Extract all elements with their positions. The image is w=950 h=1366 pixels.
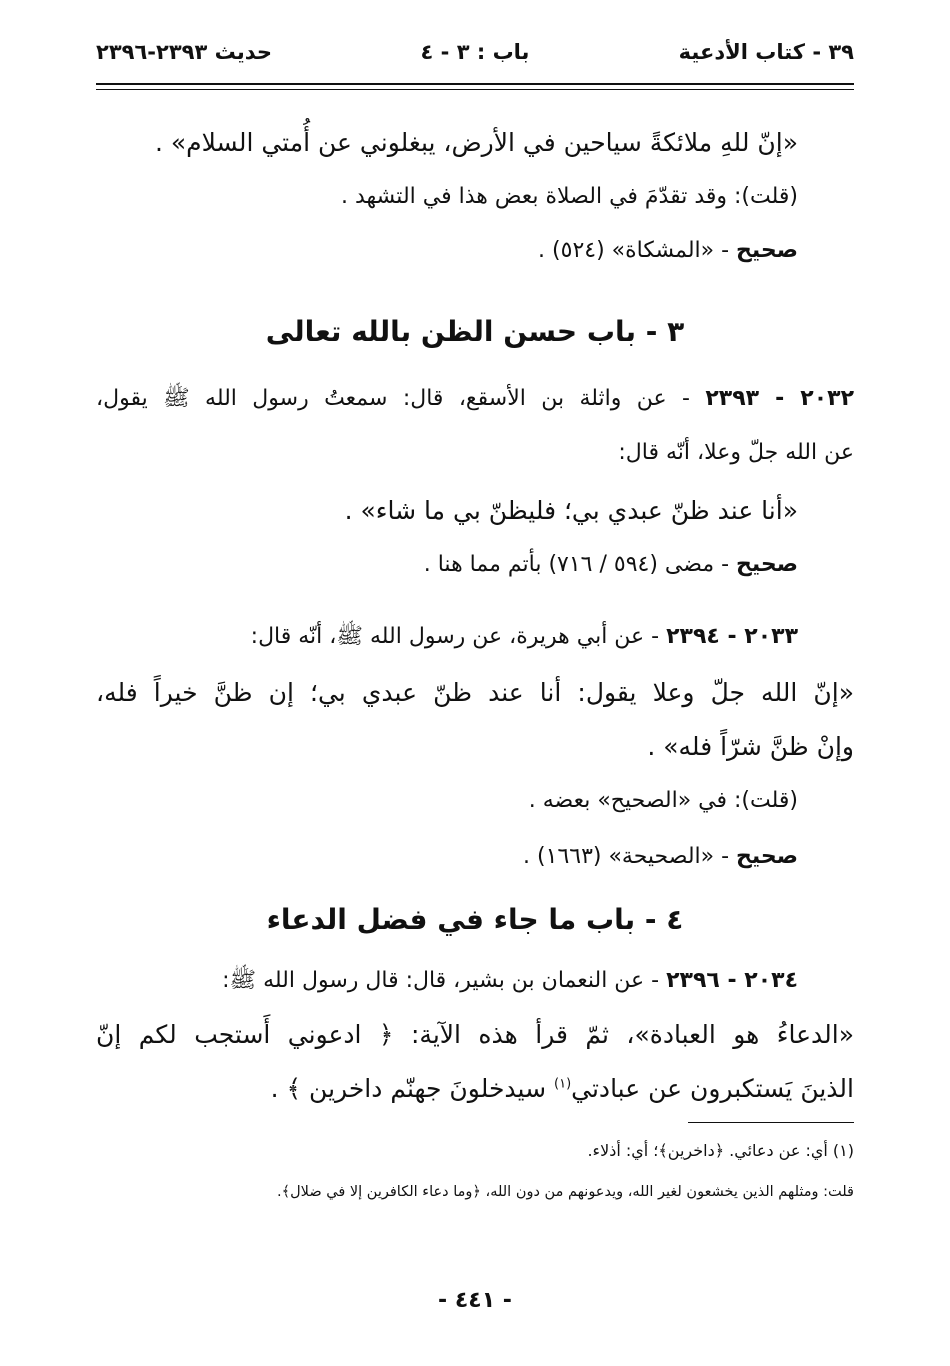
hadith-text-line <box>271 1072 854 1106</box>
footnote-separator <box>688 1122 854 1123</box>
running-header <box>96 40 854 80</box>
quran-text: الذينَ يَستكبرون عن عبادتي <box>571 1074 854 1103</box>
footnote: (١) أي: عن دعائي. ﴿داخرين﴾؛ أي: أذلاء. <box>587 1141 854 1160</box>
grading-label: صحيح <box>736 844 798 869</box>
hadith-text-line: «إنّ الله جلّ وعلا يقول: أنا عند ظنّ عبدي بي؛ إن ظنَّ خيراً فله، <box>96 678 854 707</box>
hadith-chain: - عن أبي هريرة، عن رسول الله ﷺ، أنّه قال: <box>250 624 667 649</box>
hadith-chain-continued: عن الله جلّ وعلا، أنّه قال: <box>618 440 854 465</box>
header-book-title: ٣٩ - كتاب الأدعية <box>678 40 854 64</box>
hadith-text-line: وإنْ ظنَّ شرّاً فله» . <box>647 732 854 761</box>
hadith-number: ٢٠٣٢ - ٢٣٩٣ <box>705 386 855 411</box>
grading-source: - مضى (٥٩٤ / ٧١٦) بأتم مما هنا . <box>423 552 737 577</box>
hadith-text-line: «الدعاءُ هو العبادة»، ثمّ قرأ هذه الآية: ﴿ ادعوني أَستجب لكم إنّ <box>96 1020 854 1049</box>
note-line: (قلت): وقد تقدّمَ في الصلاة بعض هذا في التشهد . <box>341 184 798 209</box>
grading-line <box>523 842 798 872</box>
header-rule-thin <box>96 89 854 90</box>
hadith-text-line: «إنّ للهِ ملائكةً سياحين في الأرض، يبغلوني عن أُمتي السلام» . <box>154 128 798 157</box>
hadith-chain: - عن واثلة بن الأسقع، قال: سمعتُ رسول الله ﷺ يقول، <box>96 386 706 411</box>
footnote-marker[interactable]: (١) <box>554 1076 572 1092</box>
grading-label: صحيح <box>736 238 798 263</box>
hadith-text-line: «أنا عند ظنّ عبدي بي؛ فليظنّ بي ما شاء» . <box>344 496 798 525</box>
hadith-intro-line <box>222 966 798 996</box>
hadith-number: ٢٠٣٣ - ٢٣٩٤ <box>666 624 798 649</box>
hadith-intro-line <box>96 384 854 414</box>
footnote-comment: قلت: ومثلهم الذين يخشعون لغير الله، ويدعونهم من دون الله، ﴿وما دعاء الكافرين إلا في ضلال﴾. <box>277 1184 854 1200</box>
grading-label: صحيح <box>736 552 798 577</box>
grading-line <box>538 236 798 266</box>
note-line: (قلت): في «الصحيح» بعضه . <box>528 788 798 813</box>
page-number: - ٤٤١ - <box>438 1288 512 1313</box>
header-chapter-range: باب : ٣ - ٤ <box>420 40 530 64</box>
grading-source: - «المشكاة» (٥٢٤) . <box>538 238 737 263</box>
chapter-heading: ٣ - باب حسن الظن بالله تعالى <box>265 315 685 348</box>
header-hadith-range: حديث ٢٣٩٣-٢٣٩٦ <box>96 40 272 64</box>
hadith-chain: - عن النعمان بن بشير، قال: قال رسول الله ﷺ: <box>222 968 667 993</box>
chapter-heading: ٤ - باب ما جاء في فضل الدعاء <box>266 903 684 936</box>
quran-text-end: سيدخلونَ جهنّم داخرين ﴾ . <box>270 1074 554 1103</box>
grading-line <box>424 550 798 580</box>
grading-source: - «الصحيحة» (١٦٦٣) . <box>523 844 737 869</box>
hadith-number: ٢٠٣٤ - ٢٣٩٦ <box>666 968 798 993</box>
header-rule-thick <box>96 83 854 85</box>
hadith-intro-line <box>251 622 798 652</box>
